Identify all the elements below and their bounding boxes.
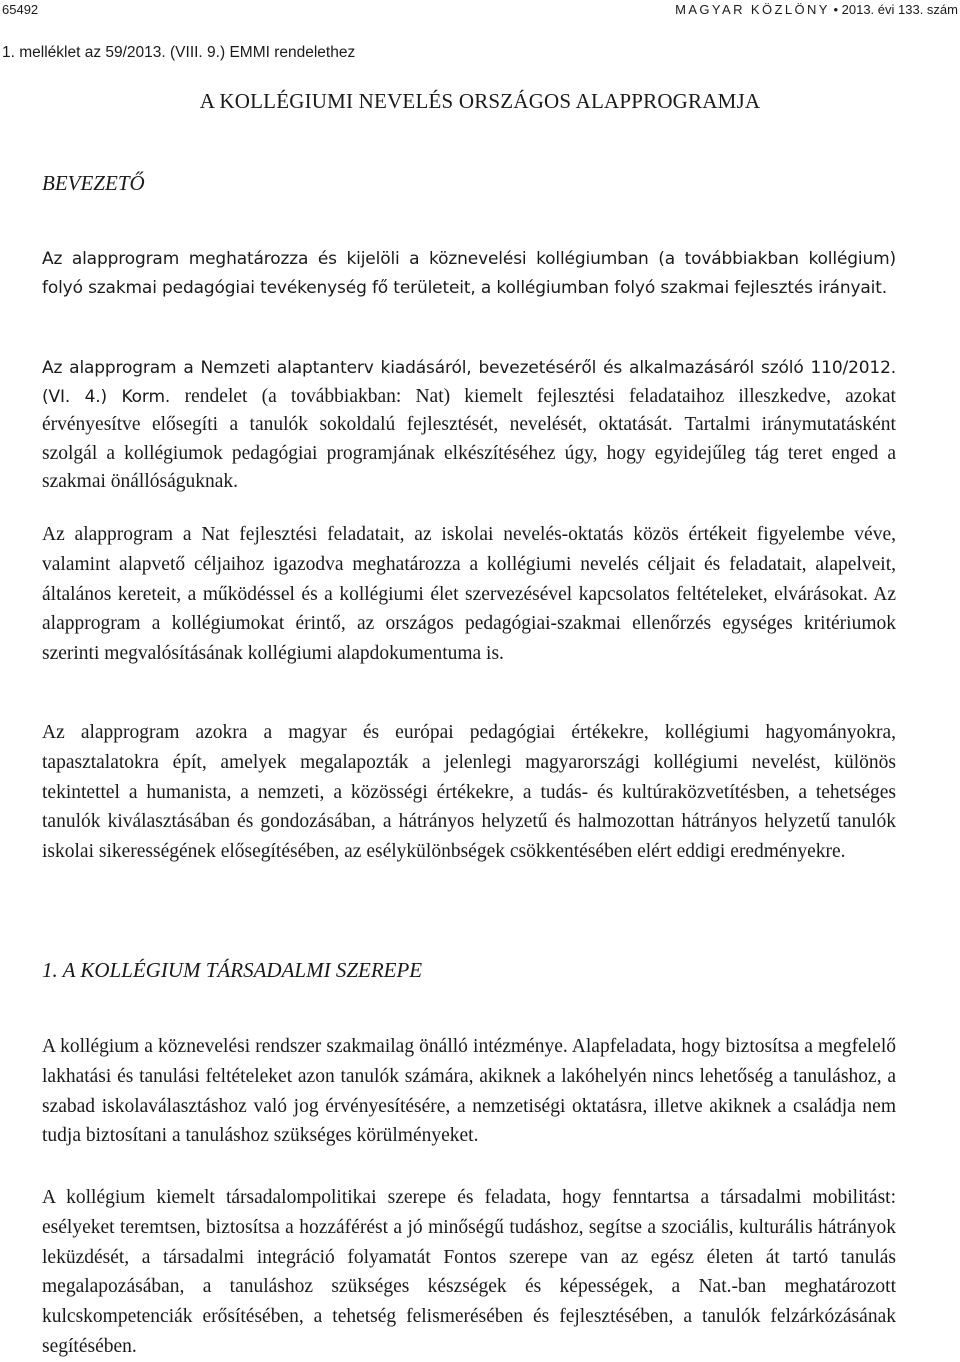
- paragraph-section1-1: A kollégium a köznevelési rendszer szakmailag önálló intézménye. Alapfeladata, hogy biztosítsa a megfelelő lakhatási és tanulási feltételeket azon tanulók számára, akiknek a lakóhelyén nincs lehetőség a tanuláshoz, a szabad iskolaválasztáshoz való jog érvényesítésére, a nemzetiségi oktatásra, illetve akiknek a családja nem tudja biztosítani a tanuláshoz szükséges körülményeket.: [42, 1036, 896, 1147]
- paragraph-intro-2-serif: rendelet (a továbbiakban: Nat) kiemelt fejlesztési feladataihoz illeszkedve, azokat érvényesítve elősegíti a tanulók sokoldalú fejlesztését, nevelését, oktatását.: [42, 385, 896, 436]
- paragraph-intro-2-sans: Az alapprogram a Nemzeti alaptanterv kiadásáról, bevezetéséről és alkalmazásáról szóló 110/2012. (VI. 4.) Korm.: [42, 358, 896, 407]
- page-header: [0, 0, 960, 24]
- paragraph-intro-4: Az alapprogram azokra a magyar és európai pedagógiai értékekre, kollégiumi hagyományokra, tapasztalatokra épít, amelyek megalapozták a jelenlegi magyarországi kollégiumi nevelést, különös tekintettel a humanista, a nemzeti, a közösségi értékekre, a tudás- és kultúraközvetítésben, a tehetséges tanulók kiválasztásában és gondozásában, a hátrányos helyzetű és halmozottan hátrányos helyzetű tanulók iskolai sikerességének elősegítésében, az esélykülönbségek csökkentésében elért eddigi eredményekre.: [42, 722, 896, 863]
- issue-number: 2013. évi 133. szám: [841, 2, 958, 17]
- section-heading-intro: BEVEZETŐ: [42, 171, 145, 195]
- paragraph-section1-2: A kollégium kiemelt társadalompolitikai szerepe és feladata, hogy fenntartsa a társadalmi mobilitást: esélyeket teremtsen, biztosítsa a hozzáférést a jó minőségű tudáshoz, segítse a szociális, kulturális hátrányok leküzdését, a társadalmi integráció folyamatát Fontos szerepe van az egész életen át tartó tanulás megalapozásában, a tanuláshoz szükséges készségek és képességek, a Nat.-ban meghatározott kulcskompetenciák erősítésében, a tehetség felismerésében és fejlesztésében, a tanulók felzárkózásának segítésében.: [42, 1187, 896, 1357]
- section-heading-1: 1. A KOLLÉGIUM TÁRSADALMI SZEREPE: [42, 958, 423, 982]
- paragraph-intro-3: Az alapprogram a Nat fejlesztési feladatait, az iskolai nevelés-oktatás közös értékeit figyelembe véve, valamint alapvető céljaihoz igazodva meghatározza a kollégiumi nevelés céljait és feladatait, alapelveit, általános kereteit, a működéssel és a kollégiumi élet szervezésével kapcsolatos feltételeket, elvárásokat. Az alapprogram a kollégiumokat érintő, az országos pedagógiai-szakmai ellenőrzés egységes kritériumok szerinti megvalósításának kollégiumi alapdokumentuma is.: [42, 524, 896, 665]
- journal-name: MAGYAR KÖZLÖNY: [675, 2, 830, 17]
- paragraph-intro-2-serif-end: Tartalmi iránymutatásként szolgál a kollégiumok pedagógiai programjának elkészítéséhez úgy, hogy egyidejűleg tág teret enged a szakmai önállóságuknak.: [42, 414, 896, 493]
- document-title: A KOLLÉGIUMI NEVELÉS ORSZÁGOS ALAPPROGRAMJA: [199, 89, 761, 113]
- journal-running-head: [675, 2, 958, 17]
- paragraph-intro-1: Az alapprogram meghatározza és kijelöli a köznevelési kollégiumban (a továbbiakban kollégium) folyó szakmai pedagógiai tevékenység fő területeit, a kollégiumban folyó szakmai fejlesztés irányait.: [42, 249, 896, 298]
- separator-bullet: •: [833, 2, 839, 17]
- page-number: 65492: [2, 2, 39, 17]
- paragraph-intro-2: [42, 354, 896, 497]
- annex-reference: 1. melléklet az 59/2013. (VIII. 9.) EMMI rendelethez: [2, 44, 356, 61]
